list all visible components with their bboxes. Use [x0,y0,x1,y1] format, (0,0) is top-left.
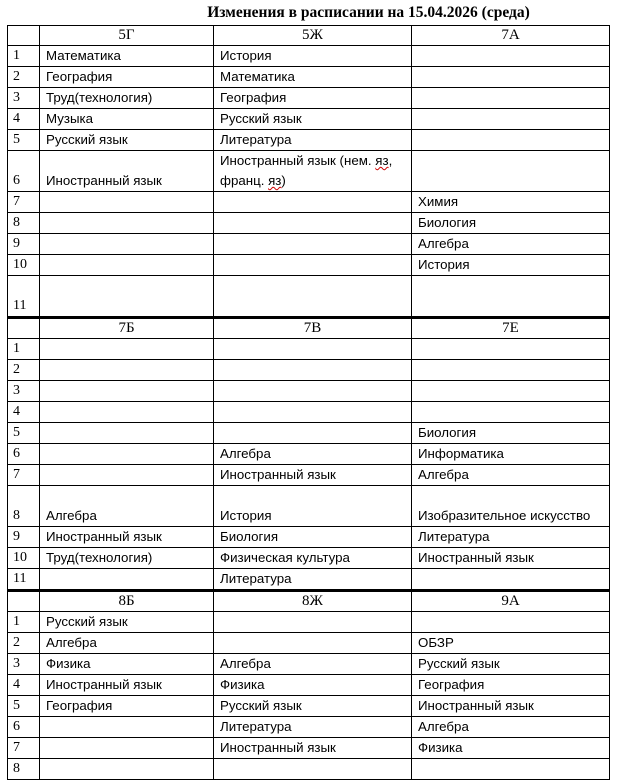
table-row [8,255,610,276]
table-row [8,381,610,402]
subject-cell: Алгебра [412,465,610,486]
subject-cell [40,423,214,444]
table-row [8,486,610,527]
subject-cell: ОБЗР [412,633,610,654]
subject-cell [214,192,412,213]
subject-cell: Иностранный язык (нем. яз, франц. яз) [214,151,412,192]
subject-cell [412,402,610,423]
table-row [8,738,610,759]
block-header-row [8,26,610,46]
lesson-number: 1 [8,46,40,67]
schedule-table [7,25,610,780]
class-header: 7Б [40,318,214,339]
table-row [8,360,610,381]
table-row [8,569,610,591]
lesson-number: 11 [8,569,40,591]
subject-cell [40,234,214,255]
subject-cell [412,381,610,402]
subject-cell: Русский язык [214,109,412,130]
subject-cell: Изобразительное искусство [412,486,610,527]
subject-cell: Труд(технология) [40,88,214,109]
subject-cell [40,360,214,381]
lesson-number: 7 [8,738,40,759]
subject-cell: Биология [412,423,610,444]
subject-cell [412,612,610,633]
table-row [8,759,610,780]
block-header-row [8,591,610,612]
lesson-number: 4 [8,402,40,423]
lesson-number: 8 [8,486,40,527]
lesson-number: 1 [8,339,40,360]
header-blank-cell [8,26,40,46]
subject-cell: История [214,486,412,527]
subject-cell [214,360,412,381]
subject-cell [412,130,610,151]
table-row [8,527,610,548]
header-blank-cell [8,318,40,339]
table-row [8,192,610,213]
subject-cell [214,213,412,234]
table-row [8,213,610,234]
subject-cell [412,276,610,318]
subject-cell: Алгебра [214,654,412,675]
page-title: Изменения в расписании на 15.04.2026 (среда) [207,4,530,21]
subject-cell: Алгебра [412,234,610,255]
lesson-number: 5 [8,130,40,151]
subject-cell [214,381,412,402]
class-header: 8Б [40,591,214,612]
subject-cell [412,88,610,109]
subject-cell: Литература [214,717,412,738]
table-row [8,696,610,717]
table-row [8,654,610,675]
lesson-number: 2 [8,360,40,381]
subject-cell: Физика [40,654,214,675]
subject-cell [214,402,412,423]
table-row [8,465,610,486]
subject-cell [40,213,214,234]
subject-cell: География [412,675,610,696]
subject-cell: Иностранный язык [40,675,214,696]
subject-cell: Физика [412,738,610,759]
lesson-number: 10 [8,255,40,276]
subject-cell [40,192,214,213]
table-row [8,151,610,192]
subject-cell: Иностранный язык [214,738,412,759]
subject-cell [214,612,412,633]
table-row [8,339,610,360]
lesson-number: 3 [8,88,40,109]
subject-cell: Музыка [40,109,214,130]
lesson-number: 6 [8,717,40,738]
subject-cell: География [40,696,214,717]
subject-cell [214,339,412,360]
subject-cell: Алгебра [40,486,214,527]
lesson-number: 11 [8,276,40,318]
subject-cell: Алгебра [214,444,412,465]
subject-cell [40,402,214,423]
subject-cell: Русский язык [214,696,412,717]
subject-cell: Алгебра [412,717,610,738]
block-header-row [8,318,610,339]
subject-cell: Иностранный язык [412,548,610,569]
subject-cell [214,234,412,255]
subject-cell [40,255,214,276]
table-row [8,67,610,88]
subject-cell: Математика [214,67,412,88]
subject-cell: Литература [214,569,412,591]
lesson-number: 1 [8,612,40,633]
subject-cell: Иностранный язык [40,151,214,192]
subject-cell: Алгебра [40,633,214,654]
subject-cell: Математика [40,46,214,67]
lesson-number: 9 [8,234,40,255]
header-blank-cell [8,591,40,612]
subject-cell: Русский язык [412,654,610,675]
lesson-number: 5 [8,423,40,444]
subject-cell [40,717,214,738]
table-row [8,88,610,109]
subject-cell: История [412,255,610,276]
subject-cell [412,569,610,591]
subject-cell: География [40,67,214,88]
table-row [8,402,610,423]
subject-cell [40,276,214,318]
subject-cell [40,569,214,591]
table-row [8,46,610,67]
subject-cell [412,339,610,360]
subject-cell: Физика [214,675,412,696]
subject-cell [40,444,214,465]
subject-cell [214,633,412,654]
table-row [8,548,610,569]
lesson-number: 5 [8,696,40,717]
class-header: 7Е [412,318,610,339]
subject-cell: История [214,46,412,67]
subject-cell [412,109,610,130]
table-row [8,675,610,696]
subject-cell [412,759,610,780]
lesson-number: 6 [8,444,40,465]
subject-cell [40,738,214,759]
class-header: 7А [412,26,610,46]
lesson-number: 2 [8,67,40,88]
subject-cell: Труд(технология) [40,548,214,569]
class-header: 5Ж [214,26,412,46]
table-row [8,633,610,654]
subject-cell: Иностранный язык [40,527,214,548]
subject-cell: Иностранный язык [214,465,412,486]
subject-cell: Литература [214,130,412,151]
subject-cell [214,276,412,318]
subject-cell: Русский язык [40,130,214,151]
lesson-number: 4 [8,675,40,696]
subject-cell: Химия [412,192,610,213]
table-row [8,130,610,151]
subject-cell [214,759,412,780]
table-row [8,109,610,130]
class-header: 7В [214,318,412,339]
subject-cell: Русский язык [40,612,214,633]
table-row [8,423,610,444]
subject-cell [40,381,214,402]
table-row [8,717,610,738]
subject-cell: Иностранный язык [412,696,610,717]
subject-cell [214,423,412,444]
table-row [8,234,610,255]
class-header: 8Ж [214,591,412,612]
lesson-number: 10 [8,548,40,569]
subject-cell [412,67,610,88]
subject-cell [412,360,610,381]
table-row [8,612,610,633]
subject-cell: Биология [412,213,610,234]
class-header: 5Г [40,26,214,46]
lesson-number: 2 [8,633,40,654]
lesson-number: 7 [8,192,40,213]
subject-cell [40,759,214,780]
subject-cell: Биология [214,527,412,548]
subject-cell [40,339,214,360]
subject-cell: Литература [412,527,610,548]
class-header: 9А [412,591,610,612]
subject-cell [40,465,214,486]
subject-cell: Информатика [412,444,610,465]
lesson-number: 9 [8,527,40,548]
lesson-number: 3 [8,654,40,675]
subject-cell [214,255,412,276]
subject-cell [412,46,610,67]
table-row [8,276,610,318]
lesson-number: 7 [8,465,40,486]
subject-cell: Физическая культура [214,548,412,569]
lesson-number: 8 [8,759,40,780]
lesson-number: 6 [8,151,40,192]
lesson-number: 3 [8,381,40,402]
subject-cell [412,151,610,192]
lesson-number: 4 [8,109,40,130]
subject-cell: География [214,88,412,109]
lesson-number: 8 [8,213,40,234]
table-row [8,444,610,465]
